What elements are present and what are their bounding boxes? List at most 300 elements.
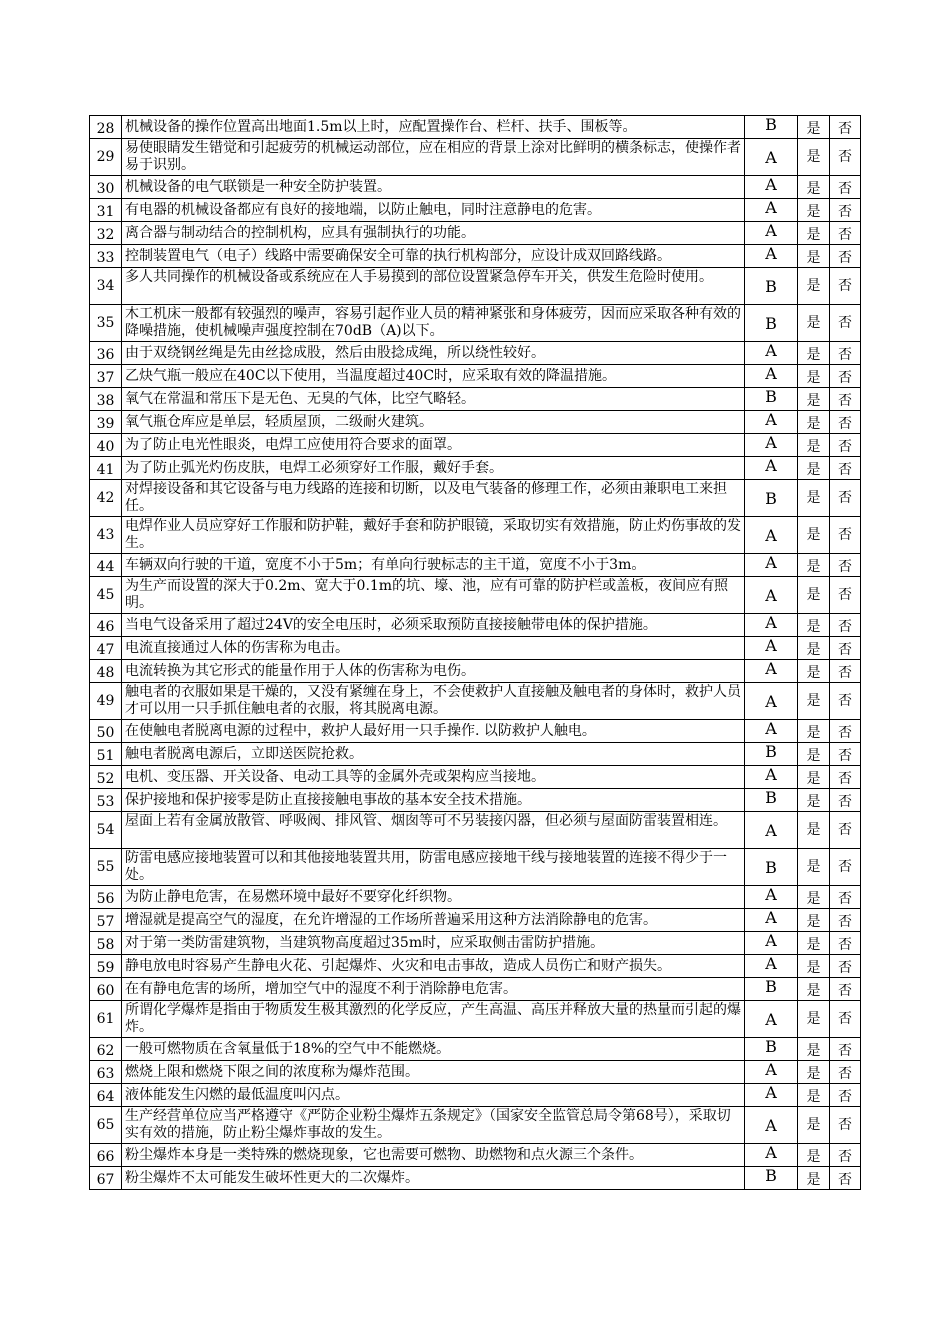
yes-cell (798, 305, 830, 342)
yes-cell-value: 是 (806, 586, 821, 603)
answer-cell (745, 1084, 798, 1107)
yes-cell-value: 是 (806, 983, 821, 999)
yes-cell-value: 是 (806, 347, 821, 363)
no-cell-value: 否 (838, 489, 852, 506)
no-cell-value: 否 (838, 914, 852, 930)
table-row (90, 457, 861, 480)
question-text (122, 789, 745, 812)
question-text-value: 控制装置电气（电子）线路中需要确保安全可靠的执行机构部分，应设计成双回路线路。 (125, 248, 671, 264)
no-cell-value: 否 (838, 771, 852, 787)
question-number (90, 849, 122, 886)
no-cell (830, 812, 861, 849)
question-number (90, 434, 122, 457)
question-text-value: 为了防止电光性眼炎，电焊工应使用符合要求的面罩。 (125, 437, 461, 453)
yes-cell-value: 是 (806, 891, 821, 907)
table-row (90, 955, 861, 978)
question-number-value: 33 (96, 250, 115, 266)
question-text (122, 1038, 745, 1061)
table-row (90, 849, 861, 886)
question-number (90, 411, 122, 434)
question-text (122, 720, 745, 743)
table-row (90, 1107, 861, 1144)
table-row (90, 766, 861, 789)
table-row (90, 1061, 861, 1084)
yes-cell (798, 411, 830, 434)
answer-cell-value: A (765, 885, 777, 904)
table-row (90, 720, 861, 743)
yes-cell (798, 245, 830, 268)
question-number (90, 1107, 122, 1144)
question-text-value: 为了防止弧光灼伤皮肤，电焊工必须穿好工作服，戴好手套。 (125, 460, 503, 476)
answer-cell (745, 388, 798, 411)
yes-cell (798, 955, 830, 978)
no-cell-value: 否 (838, 181, 852, 197)
answer-cell-value: A (765, 433, 777, 452)
no-cell (830, 955, 861, 978)
yes-cell (798, 517, 830, 554)
yes-cell (798, 1038, 830, 1061)
question-text-value: 易使眼睛发生错觉和引起疲劳的机械运动部位，应在相应的背景上涂对比鲜明的横条标志，使操作者易于识别。 (125, 140, 741, 173)
answer-cell (745, 886, 798, 909)
table-row (90, 577, 861, 614)
question-number-value: 47 (96, 642, 115, 658)
no-cell (830, 577, 861, 614)
question-number-value: 66 (96, 1149, 115, 1165)
question-number-value: 30 (96, 181, 115, 197)
answer-cell (745, 955, 798, 978)
answer-cell (745, 766, 798, 789)
question-text (122, 305, 745, 342)
question-text-value: 电焊作业人员应穿好工作服和防护鞋，戴好手套和防护眼镜，采取切实有效措施，防止灼伤事故的发生。 (125, 518, 741, 551)
no-cell-value: 否 (838, 559, 852, 575)
question-text-value: 增湿就是提高空气的湿度，在允许增湿的工作场所普遍采用这种方法消除静电的危害。 (125, 912, 657, 928)
yes-cell (798, 1061, 830, 1084)
answer-cell-value: A (765, 147, 777, 167)
question-number-value: 67 (96, 1172, 115, 1188)
no-cell-value: 否 (838, 692, 852, 709)
answer-cell (745, 614, 798, 637)
question-text-value: 粉尘爆炸本身是一类特殊的燃烧现象，它也需要可燃物、助燃物和点火源三个条件。 (125, 1147, 643, 1163)
question-text (122, 342, 745, 365)
question-number-value: 42 (96, 489, 115, 506)
no-cell-value: 否 (838, 1149, 852, 1165)
question-text (122, 849, 745, 886)
question-text (122, 457, 745, 480)
yes-cell-value: 是 (806, 960, 821, 976)
question-table-body (90, 116, 861, 1190)
question-text (122, 517, 745, 554)
question-text-value: 所谓化学爆炸是指由于物质发生极其激烈的化学反应，产生高温、高压并释放大量的热量而引起的爆炸。 (125, 1002, 741, 1035)
yes-cell-value: 是 (806, 692, 821, 709)
question-text-value: 电流直接通过人体的伤害称为电击。 (125, 640, 349, 656)
no-cell (830, 342, 861, 365)
no-cell (830, 1061, 861, 1084)
answer-cell (745, 176, 798, 199)
no-cell-value: 否 (838, 858, 852, 875)
question-text (122, 812, 745, 849)
question-text (122, 365, 745, 388)
yes-cell-value: 是 (806, 314, 821, 331)
yes-cell (798, 614, 830, 637)
question-text (122, 909, 745, 932)
question-number (90, 789, 122, 812)
yes-cell-value: 是 (806, 665, 821, 681)
no-cell-value: 否 (838, 1010, 852, 1027)
question-text-value: 机械设备的操作位置高出地面1.5m以上时，应配置操作台、栏杆、扶手、围板等。 (125, 119, 637, 135)
no-cell (830, 176, 861, 199)
no-cell (830, 480, 861, 517)
question-number-value: 46 (96, 619, 115, 635)
table-row (90, 1001, 861, 1038)
question-number (90, 342, 122, 365)
question-text-value: 有电器的机械设备都应有良好的接地端，以防止触电，同时注意静电的危害。 (125, 202, 601, 218)
table-row (90, 365, 861, 388)
question-text-value: 由于双绕钢丝绳是先由丝捻成股，然后由股捻成绳，所以绕性较好。 (125, 345, 545, 361)
question-text (122, 955, 745, 978)
table-row (90, 388, 861, 411)
question-text-value: 液体能发生闪燃的最低温度叫闪点。 (125, 1087, 349, 1103)
no-cell (830, 909, 861, 932)
yes-cell-value: 是 (806, 416, 821, 432)
question-text (122, 222, 745, 245)
answer-cell-value: A (765, 719, 777, 738)
table-row (90, 480, 861, 517)
question-text (122, 1001, 745, 1038)
table-row (90, 222, 861, 245)
yes-cell-value: 是 (806, 1010, 821, 1027)
answer-cell (745, 1001, 798, 1038)
yes-cell (798, 116, 830, 139)
answer-cell-value: A (765, 659, 777, 678)
question-number-value: 52 (96, 771, 115, 787)
yes-cell (798, 342, 830, 365)
no-cell-value: 否 (838, 891, 852, 907)
no-cell-value: 否 (838, 665, 852, 681)
question-text-value: 静电放电时容易产生静电火花、引起爆炸、火灾和电击事故，造成人员伤亡和财产损失。 (125, 958, 671, 974)
question-number-value: 43 (96, 526, 115, 543)
question-text (122, 743, 745, 766)
yes-cell-value: 是 (806, 748, 821, 764)
no-cell-value: 否 (838, 439, 852, 455)
question-number-value: 36 (96, 347, 115, 363)
answer-cell (745, 457, 798, 480)
answer-cell (745, 245, 798, 268)
question-number-value: 35 (96, 314, 115, 331)
question-text (122, 1144, 745, 1167)
table-row (90, 139, 861, 176)
question-number-value: 55 (96, 858, 115, 875)
answer-cell-value: A (765, 553, 777, 572)
yes-cell (798, 789, 830, 812)
no-cell-value: 否 (838, 1116, 852, 1133)
yes-cell-value: 是 (806, 489, 821, 506)
answer-cell-value: A (765, 820, 777, 840)
no-cell (830, 199, 861, 222)
yes-cell (798, 457, 830, 480)
answer-cell (745, 1144, 798, 1167)
no-cell (830, 789, 861, 812)
no-cell (830, 434, 861, 457)
question-number (90, 245, 122, 268)
no-cell (830, 1144, 861, 1167)
question-number-value: 57 (96, 914, 115, 930)
no-cell (830, 268, 861, 305)
question-number (90, 1061, 122, 1084)
answer-cell-value: B (765, 857, 777, 877)
answer-cell-value: A (765, 691, 777, 711)
no-cell (830, 932, 861, 955)
table-row (90, 909, 861, 932)
no-cell-value: 否 (838, 526, 852, 543)
answer-cell-value: A (765, 636, 777, 655)
no-cell-value: 否 (838, 983, 852, 999)
no-cell (830, 720, 861, 743)
no-cell-value: 否 (838, 642, 852, 658)
answer-cell (745, 683, 798, 720)
question-number-value: 40 (96, 439, 115, 455)
table-row (90, 743, 861, 766)
yes-cell (798, 637, 830, 660)
question-text-value: 离合器与制动结合的控制机构，应具有强制执行的功能。 (125, 225, 475, 241)
question-number (90, 1167, 122, 1190)
no-cell-value: 否 (838, 748, 852, 764)
answer-cell (745, 517, 798, 554)
yes-cell (798, 720, 830, 743)
no-cell (830, 886, 861, 909)
no-cell (830, 766, 861, 789)
table-row (90, 683, 861, 720)
yes-cell-value: 是 (806, 250, 821, 266)
answer-cell-value: B (765, 387, 777, 406)
question-text (122, 932, 745, 955)
answer-cell-value: A (765, 1115, 777, 1135)
no-cell-value: 否 (838, 725, 852, 741)
table-row (90, 932, 861, 955)
no-cell (830, 1107, 861, 1144)
question-text-value: 木工机床一般都有较强烈的噪声，容易引起作业人员的精神紧张和身体疲劳，因而应采取各种有效的降噪措施，使机械噪声强度控制在70dB（A)以下。 (125, 306, 741, 339)
yes-cell-value: 是 (806, 227, 821, 243)
no-cell-value: 否 (838, 314, 852, 331)
yes-cell-value: 是 (806, 277, 821, 294)
no-cell (830, 683, 861, 720)
yes-cell-value: 是 (806, 642, 821, 658)
answer-cell-value: A (765, 908, 777, 927)
answer-cell-value: A (765, 1060, 777, 1079)
no-cell-value: 否 (838, 393, 852, 409)
no-cell (830, 305, 861, 342)
table-row (90, 268, 861, 305)
yes-cell (798, 1084, 830, 1107)
answer-cell-value: A (765, 341, 777, 360)
no-cell-value: 否 (838, 227, 852, 243)
question-number-value: 49 (96, 692, 115, 709)
answer-cell (745, 1167, 798, 1190)
yes-cell-value: 是 (806, 181, 821, 197)
question-number (90, 388, 122, 411)
yes-cell (798, 683, 830, 720)
yes-cell (798, 1107, 830, 1144)
table-row (90, 978, 861, 1001)
table-row (90, 245, 861, 268)
question-number (90, 199, 122, 222)
question-number (90, 457, 122, 480)
question-text (122, 1167, 745, 1190)
answer-cell (745, 222, 798, 245)
no-cell (830, 139, 861, 176)
question-number-value: 32 (96, 227, 115, 243)
yes-cell (798, 743, 830, 766)
question-number (90, 116, 122, 139)
question-text-value: 触电者的衣服如果是干燥的，又没有紧缠在身上，不会使救护人直接触及触电者的身体时，救护人员才可以用一只手抓住触电者的衣服，将其脱离电源。 (125, 684, 741, 717)
answer-cell (745, 365, 798, 388)
yes-cell (798, 1144, 830, 1167)
answer-cell-value: B (765, 788, 777, 807)
question-number-value: 48 (96, 665, 115, 681)
question-number-value: 61 (96, 1010, 115, 1027)
answer-cell-value: A (765, 765, 777, 784)
question-text-value: 粉尘爆炸不太可能发生破坏性更大的二次爆炸。 (125, 1170, 419, 1186)
table-row (90, 614, 861, 637)
table-row (90, 116, 861, 139)
no-cell-value: 否 (838, 1089, 852, 1105)
question-number-value: 62 (96, 1043, 115, 1059)
question-text (122, 1107, 745, 1144)
question-number (90, 517, 122, 554)
question-number-value: 56 (96, 891, 115, 907)
answer-cell (745, 305, 798, 342)
no-cell (830, 849, 861, 886)
question-text-value: 一般可燃物质在含氧量低于18%的空气中不能燃烧。 (125, 1041, 451, 1057)
answer-cell-value: A (765, 585, 777, 605)
table-row (90, 434, 861, 457)
no-cell (830, 411, 861, 434)
answer-cell (745, 268, 798, 305)
no-cell (830, 245, 861, 268)
answer-cell (745, 932, 798, 955)
question-text (122, 139, 745, 176)
question-text-value: 对焊接设备和其它设备与电力线路的连接和切断，以及电气装备的修理工作，必须由兼职电工来担任。 (125, 481, 727, 514)
question-number (90, 176, 122, 199)
yes-cell-value: 是 (806, 1116, 821, 1133)
question-number (90, 909, 122, 932)
no-cell-value: 否 (838, 960, 852, 976)
no-cell (830, 457, 861, 480)
no-cell-value: 否 (838, 937, 852, 953)
yes-cell-value: 是 (806, 462, 821, 478)
question-number-value: 31 (96, 204, 115, 220)
yes-cell-value: 是 (806, 1089, 821, 1105)
no-cell (830, 1001, 861, 1038)
question-number-value: 58 (96, 937, 115, 953)
question-number (90, 1038, 122, 1061)
answer-cell (745, 789, 798, 812)
yes-cell-value: 是 (806, 526, 821, 543)
yes-cell (798, 388, 830, 411)
question-text (122, 1084, 745, 1107)
yes-cell (798, 222, 830, 245)
question-number (90, 660, 122, 683)
no-cell (830, 1167, 861, 1190)
answer-cell (745, 720, 798, 743)
yes-cell (798, 909, 830, 932)
yes-cell (798, 1001, 830, 1038)
yes-cell (798, 978, 830, 1001)
question-number (90, 637, 122, 660)
question-number (90, 743, 122, 766)
answer-cell (745, 637, 798, 660)
question-text (122, 388, 745, 411)
question-number (90, 222, 122, 245)
table-row (90, 342, 861, 365)
answer-cell-value: B (765, 313, 777, 333)
table-row (90, 1167, 861, 1190)
question-text (122, 614, 745, 637)
answer-cell (745, 812, 798, 849)
answer-cell-value: A (765, 525, 777, 545)
question-text (122, 637, 745, 660)
answer-cell-value: A (765, 1143, 777, 1162)
answer-cell-value: A (765, 410, 777, 429)
question-text (122, 766, 745, 789)
table-row (90, 886, 861, 909)
table-row (90, 1084, 861, 1107)
question-number (90, 932, 122, 955)
yes-cell-value: 是 (806, 619, 821, 635)
table-row (90, 660, 861, 683)
table-row (90, 637, 861, 660)
question-text-value: 保护接地和保护接零是防止直接接触电事故的基本安全技术措施。 (125, 792, 531, 808)
question-text (122, 577, 745, 614)
answer-cell-value: A (765, 244, 777, 263)
answer-cell (745, 139, 798, 176)
no-cell-value: 否 (838, 619, 852, 635)
question-number (90, 614, 122, 637)
yes-cell (798, 577, 830, 614)
question-number-value: 41 (96, 462, 115, 478)
answer-cell (745, 434, 798, 457)
question-number (90, 683, 122, 720)
yes-cell-value: 是 (806, 439, 821, 455)
yes-cell-value: 是 (806, 559, 821, 575)
question-text (122, 1061, 745, 1084)
question-table (89, 115, 861, 1190)
answer-cell-value: B (765, 276, 777, 296)
question-text-value: 生产经营单位应当严格遵守《严防企业粉尘爆炸五条规定》（国家安全监管总局令第68号），采取切实有效的措施，防止粉尘爆炸事故的发生。 (125, 1108, 731, 1141)
question-text (122, 480, 745, 517)
question-text-value: 防雷电感应接地装置可以和其他接地装置共用，防雷电感应接地干线与接地装置的连接不得少于一处。 (125, 850, 727, 883)
question-text (122, 176, 745, 199)
question-text-value: 在有静电危害的场所，增加空气中的湿度不利于消除静电危害。 (125, 981, 517, 997)
no-cell-value: 否 (838, 462, 852, 478)
no-cell (830, 116, 861, 139)
question-text (122, 245, 745, 268)
answer-cell-value: B (765, 1037, 777, 1056)
question-number (90, 1144, 122, 1167)
answer-cell (745, 849, 798, 886)
answer-cell (745, 199, 798, 222)
question-text (122, 434, 745, 457)
no-cell (830, 1038, 861, 1061)
yes-cell-value: 是 (806, 1043, 821, 1059)
question-text (122, 978, 745, 1001)
no-cell (830, 743, 861, 766)
answer-cell (745, 1107, 798, 1144)
question-text-value: 为生产而设置的深大于0.2m、宽大于0.1m的坑、壕、池，应有可靠的防护栏或盖板，夜间应有照明。 (125, 578, 729, 611)
question-text (122, 199, 745, 222)
question-number-value: 64 (96, 1089, 115, 1105)
yes-cell (798, 139, 830, 176)
yes-cell-value: 是 (806, 370, 821, 386)
